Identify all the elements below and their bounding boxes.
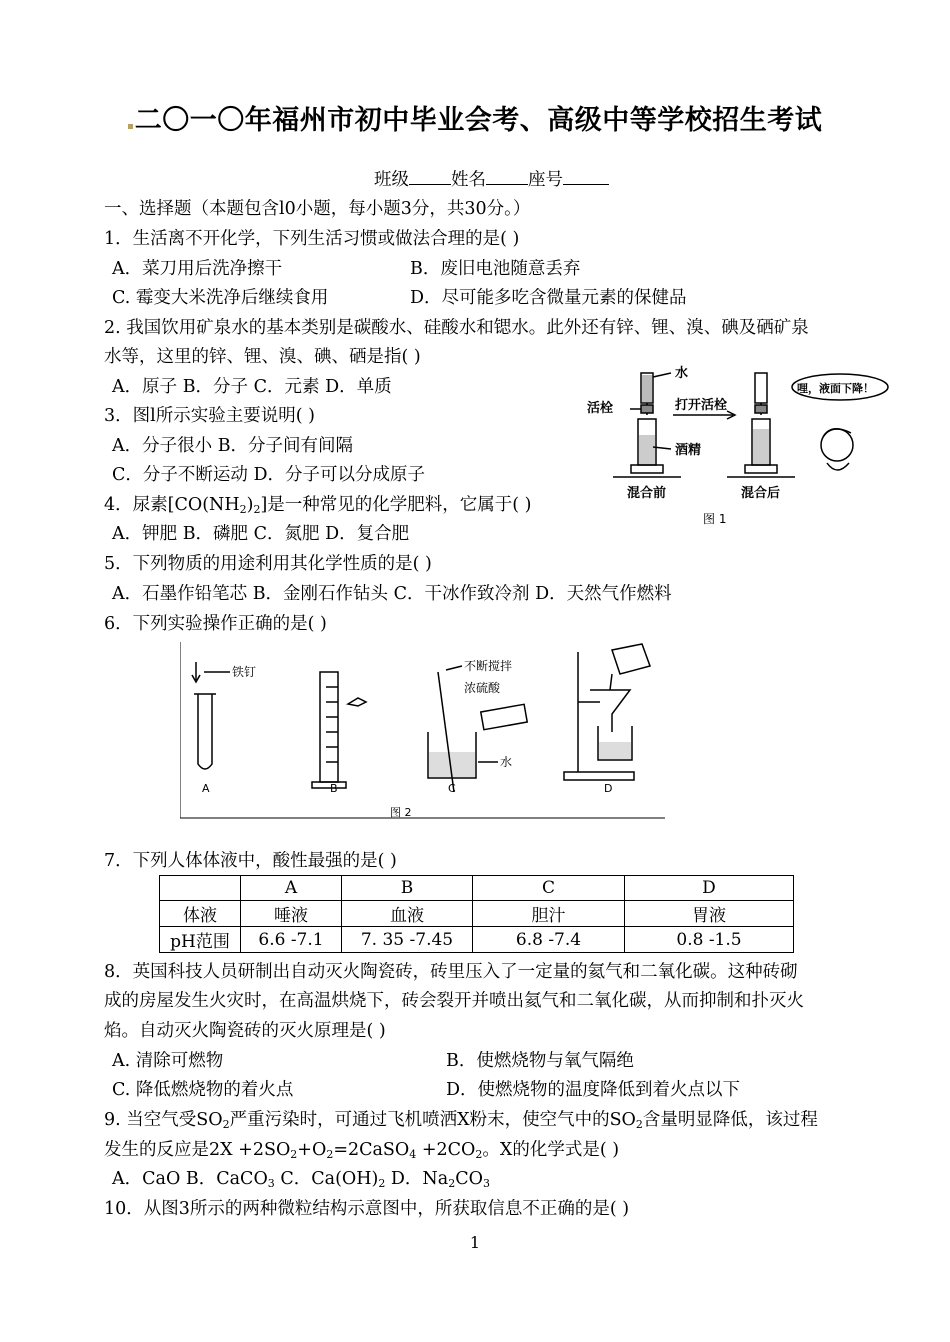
exam-title: [0, 98, 950, 137]
fig2-water-label: 水: [500, 755, 513, 769]
q3-options-ab: A．分子很小 B．分子间有间隔: [112, 436, 354, 456]
q7-stem: 7．下列人体体液中，酸性最强的是( ): [104, 851, 397, 871]
q10-stem: 10．从图3所示的两种微粒结构示意图中，所获取信息不正确的是( ): [104, 1199, 630, 1219]
fig2-acid-label: 浓硫酸: [464, 681, 501, 695]
table-row: pH范围 6.6 -7.1 7. 35 -7.45 6.8 -7.4 0.8 -1.5: [160, 927, 794, 953]
figure-2: [180, 642, 665, 820]
name-label: 姓名: [451, 170, 486, 190]
q8-option-b: B．使燃烧物与氧气隔绝: [446, 1051, 634, 1071]
q5-stem: 5．下列物质的用途利用其化学性质的是( ): [104, 554, 432, 574]
q9-stem-line1: 9. 当空气受$SO_2$严重污染时，可通过飞机喷洒X粉末，使空气中的$SO_2$含量明显降低，该过程: [104, 1110, 818, 1131]
q1-option-a: A．菜刀用后洗净擦干: [112, 259, 283, 279]
figure-1: [575, 365, 895, 535]
q3-stem: 3．图l所示实验主要说明( ): [104, 406, 315, 426]
q8-stem-line2: 成的房屋发生火灾时，在高温烘烧下，砖会裂开并喷出氦气和二氧化碳，从而抑制和扑灭火: [104, 991, 804, 1011]
fig1-alcohol-label: 酒精: [675, 443, 702, 458]
q8-stem-line1: 8．英国科技人员研制出自动灭火陶瓷砖，砖里压入了一定量的氦气和二氧化碳。这种砖砌: [104, 962, 798, 982]
q4-options: A．钾肥 B．磷肥 C．氮肥 D．复合肥: [112, 524, 410, 544]
q8-stem-line3: 焰。自动灭火陶瓷砖的灭火原理是( ): [104, 1021, 386, 1041]
q9-options: A．CaO B．CaCO$_3$ C．$Ca(OH)_2$ D．$Na_2CO_3$: [112, 1169, 490, 1190]
q2-options: A．原子 B．分子 C．元素 D．单质: [112, 377, 392, 397]
q8-option-a: A. 清除可燃物: [112, 1051, 224, 1071]
table-row: 体液 唾液 血液 胆汁 胃液: [160, 901, 794, 927]
q1-option-c: C. 霉变大米洗净后继续食用: [112, 288, 329, 308]
fig2-stir-label: 不断搅拌: [464, 659, 513, 673]
seat-blank[interactable]: [563, 168, 609, 185]
fig2-label-a: A: [202, 782, 210, 795]
q2-stem-line2: 水等，这里的锌、锂、溴、碘、硒是指( ): [104, 347, 421, 367]
fig2-label-b: B: [330, 782, 338, 795]
q1-option-d: D．尽可能多吃含微量元素的保健品: [410, 288, 687, 308]
fig2-label-d: D: [604, 782, 613, 795]
ph-table: [159, 875, 794, 953]
exam-title-text: 二〇一〇年福州市初中毕业会考、高级中等学校招生考试: [134, 105, 823, 136]
table-row: A B C D: [160, 876, 794, 901]
q6-stem: 6．下列实验操作正确的是( ): [104, 614, 327, 634]
fig1-speech-text: 哩，液面下降！: [797, 382, 874, 395]
q9-stem-line2: 发生的反应是$2X +2SO_2+O_2=2CaSO_4 +2CO_2$。X的化学式是( ): [104, 1140, 620, 1161]
fig1-water-label: 水: [675, 366, 689, 381]
q3-options-cd: C．分子不断运动 D．分子可以分成原子: [112, 465, 425, 485]
q2-stem-line1: 2. 我国饮用矿泉水的基本类别是碳酸水、硅酸水和锶水。此外还有锌、锂、溴、碘及硒矿泉: [104, 318, 809, 338]
q1-stem: 1．生活离不开化学，下列生活习惯或做法合理的是( ): [104, 229, 520, 249]
title-mark: [128, 124, 133, 129]
fig2-nail-label: 铁钉: [232, 665, 257, 679]
name-blank[interactable]: [486, 168, 528, 185]
class-blank[interactable]: [409, 168, 451, 185]
fig2-caption: 图 2: [390, 806, 412, 819]
q1-option-b: B．废旧电池随意丢弃: [410, 259, 581, 279]
class-label: 班级: [374, 170, 409, 190]
student-info: [374, 168, 609, 191]
section-heading: 一、选择题（本题包含l0小题，每小题3分，共30分。）: [104, 199, 531, 219]
fig1-open-label: 打开活栓: [675, 398, 728, 413]
fig1-caption: 图 1: [703, 512, 727, 526]
page-number: 1: [469, 1233, 481, 1252]
fig1-before-label: 混合前: [627, 486, 667, 501]
seat-label: 座号: [528, 170, 563, 190]
fig1-after-label: 混合后: [741, 486, 781, 501]
fig1-valve-label: 活栓: [587, 401, 614, 416]
q5-options: A．石墨作铅笔芯 B．金刚石作钻头 C．干冰作致冷剂 D．天然气作燃料: [112, 584, 672, 604]
fig2-label-c: C: [448, 782, 456, 795]
q4-stem: 4．尿素$[CO(NH_2)_2]$是一种常见的化学肥料，它属于( ): [104, 495, 532, 516]
q8-option-c: C. 降低燃烧物的着火点: [112, 1080, 294, 1100]
q8-option-d: D．使燃烧物的温度降低到着火点以下: [446, 1080, 741, 1100]
